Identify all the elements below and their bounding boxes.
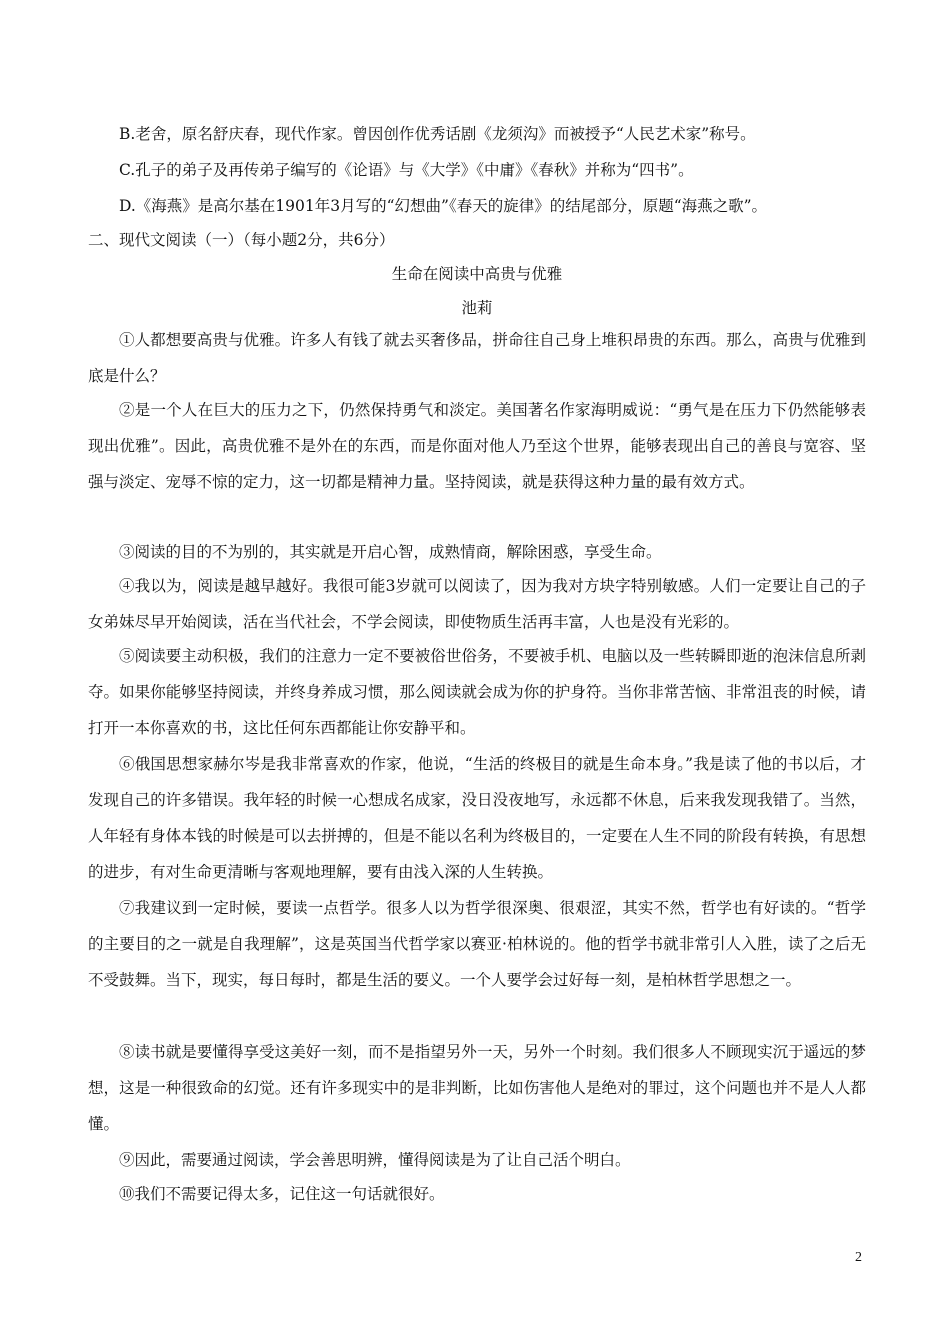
article-title: 生命在阅读中高贵与优雅 [391,265,563,283]
paragraph-1: ①人都想要高贵与优雅。许多人有钱了就去买奢侈品，拼命往自己身上堆积昂贵的东西。那么，高贵与优雅到底是什么？ [88,331,866,385]
paragraph-3: ③阅读的目的不为别的，其实就是开启心智，成熟情商，解除困惑，享受生命。 [119,543,662,561]
page-number: 2 [855,1250,862,1265]
paragraph-8: ⑧读书就是要懂得享受这美好一刻，而不是指望另外一天，另外一个时刻。我们很多人不顾现实沉于遥远的梦想，这是一种很致命的幻觉。还有许多现实中的是非判断，比如伤害他人是绝对的罪过，这个问题也并不是人人都懂。 [88,1043,866,1133]
paragraph-5: ⑤阅读要主动积极，我们的注意力一定不要被俗世俗务，不要被手机、电脑以及一些转瞬即逝的泡沫信息所剥夺。如果你能够坚持阅读，并终身养成习惯，那么阅读就会成为你的护身符。当你非常苦恼、非常沮丧的时候，请打开一本你喜欢的书，这比任何东西都能让你安静平和。 [88,647,866,737]
option-c: C.孔子的弟子及再传弟子编写的《论语》与《大学》《中庸》《春秋》并称为“四书”。 [119,161,694,179]
article-author: 池莉 [461,299,493,317]
paragraph-2: ②是一个人在巨大的压力之下，仍然保持勇气和淡定。美国著名作家海明威说：“勇气是在压力下仍然能够表现出优雅”。因此，高贵优雅不是外在的东西，而是你面对他人乃至这个世界，能够表现出自己的善良与宽容、坚强与淡定、宠辱不惊的定力，这一切都是精神力量。坚持阅读，就是获得这种力量的最有效方式。 [88,401,866,491]
paragraph-10: ⑩我们不需要记得太多，记住这一句话就很好。 [119,1185,445,1203]
paragraph-6: ⑥俄国思想家赫尔岑是我非常喜欢的作家，他说，“生活的终极目的就是生命本身。”我是读了他的书以后，才发现自己的许多错误。我年轻的时候一心想成名成家，没日没夜地写，永远都不休息，后来我发现我错了。当然，人年轻有身体本钱的时候是可以去拼搏的，但是不能以名利为终极目的，一定要在人生不同的阶段有转换，有思想的进步，有对生命更清晰与客观地理解，要有由浅入深的人生转换。 [88,755,866,881]
option-b: B.老舍，原名舒庆春，现代作家。曾因创作优秀话剧《龙须沟》而被授予“人民艺术家”称号。 [119,125,756,143]
paragraph-7: ⑦我建议到一定时候，要读一点哲学。很多人以为哲学很深奥、很艰涩，其实不然，哲学也有好读的。“哲学的主要目的之一就是自我理解”，这是英国当代哲学家以赛亚·柏林说的。他的哲学书就非常引人入胜，读了之后无不受鼓舞。当下，现实，每日每时，都是生活的要义。一个人要学会过好每一刻，是柏林哲学思想之一。 [88,899,866,989]
section-heading: 二、现代文阅读（一）（每小题2分，共6分） [88,231,395,249]
paragraph-4: ④我以为，阅读是越早越好。我很可能3岁就可以阅读了，因为我对方块字特别敏感。人们一定要让自己的子女弟妹尽早开始阅读，活在当代社会，不学会阅读，即使物质生活再丰富，人也是没有光彩的。 [88,577,866,631]
option-d: D.《海燕》是高尔基在1901年3月写的“幻想曲”《春天的旋律》的结尾部分，原题“海燕之歌”。 [119,197,768,215]
paragraph-9: ⑨因此，需要通过阅读，学会善思明辨，懂得阅读是为了让自己活个明白。 [119,1151,631,1169]
